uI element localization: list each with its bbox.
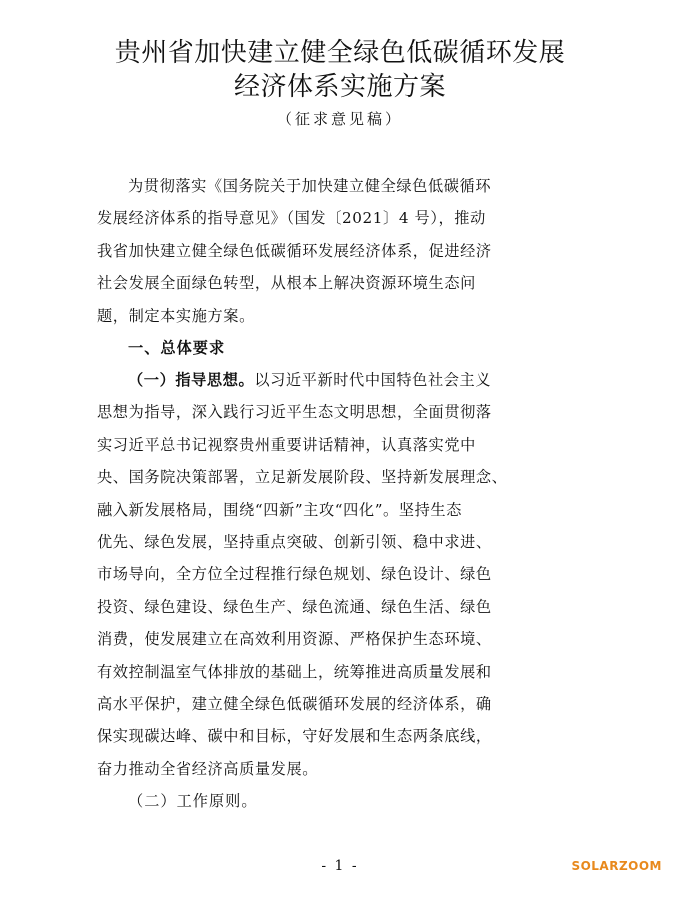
paragraph-line: 奋力推动全省经济高质量发展。 [97, 759, 319, 778]
paragraph-line: 融入新发展格局，围绕“四新”主攻“四化”。坚持生态 [97, 500, 462, 519]
paragraph-line: 思想为指导，深入践行习近平生态文明思想，全面贯彻落 [97, 403, 492, 422]
paragraph-line: 以习近平新时代中国特色社会主义 [254, 371, 492, 389]
paragraph-line: 市场导向，全方位全过程推行绿色规划、绿色设计、绿色 [97, 565, 492, 584]
paragraph-line: 高水平保护，建立健全绿色低碳循环发展的经济体系，确 [97, 694, 492, 713]
guiding-ideology-first-line [97, 364, 587, 396]
intro-line: 题，制定本实施方案。 [97, 306, 255, 325]
intro-line: 发展经济体系的指导意见》（国发〔2021〕4 号），推动 [97, 209, 486, 228]
section-heading-general-requirements: 一、总体要求 [128, 339, 226, 357]
paragraph-line: 投资、绿色建设、绿色生产、绿色流通、绿色生活、绿色 [97, 597, 492, 616]
intro-line: 我省加快建立健全绿色低碳循环发展经济体系，促进经济 [97, 241, 492, 260]
intro-line: 为贯彻落实《国务院关于加快建立健全绿色低碳循环 [128, 177, 492, 195]
intro-line: 社会发展全面绿色转型，从根本上解决资源环境生态问 [97, 274, 476, 293]
paragraph-line: 实习近平总书记视察贵州重要讲话精神，认真落实党中 [97, 435, 476, 454]
guiding-ideology-paragraph [97, 364, 587, 785]
document-title-line-2: 经济体系实施方案 [233, 72, 446, 102]
page-number: - 1 - [321, 858, 359, 874]
paragraph-line: 保实现碳达峰、碳中和目标，守好发展和生态两条底线， [97, 727, 492, 746]
watermark-logo: SOLARZOOM [571, 859, 662, 873]
paragraph-line: 有效控制温室气体排放的基础上，统筹推进高质量发展和 [97, 662, 492, 681]
paragraph-line: 消费，使发展建立在高效利用资源、严格保护生态环境、 [97, 630, 492, 649]
document-title-line-1: 贵州省加快建立健全绿色低碳循环发展 [114, 38, 566, 68]
intro-paragraph [97, 170, 587, 332]
paragraph-line: 优先、绿色发展，坚持重点突破、创新引领、稳中求进、 [97, 532, 492, 551]
document-subtitle: （征求意见稿） [276, 110, 403, 128]
paragraph-line: 央、国务院决策部署，立足新发展阶段、坚持新发展理念、 [97, 468, 508, 487]
subsection-label-guiding-ideology: （一）指导思想。 [128, 371, 255, 389]
subsection-label-working-principles: （二）工作原则。 [128, 792, 258, 810]
